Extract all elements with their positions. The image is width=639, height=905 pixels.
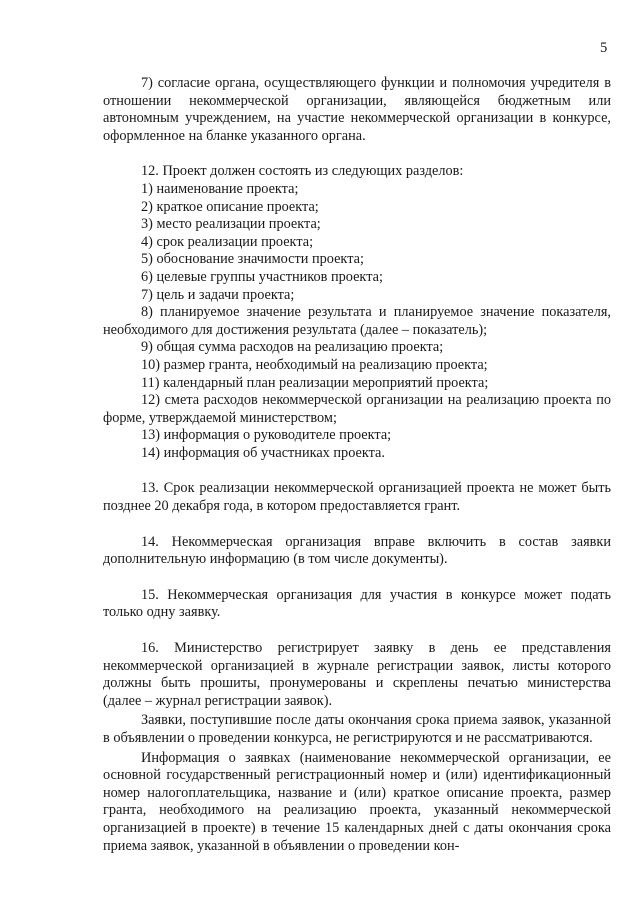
list-item: 2) краткое описание проекта; — [141, 198, 319, 215]
list-item: 14) информация об участниках проекта. — [141, 444, 385, 461]
paragraph-15: 15. Некоммерческая организация для участия в конкурсе может подать только одну заявку. — [103, 586, 611, 621]
list-item: 13) информация о руководителе проекта; — [141, 427, 392, 444]
list-item: 8) планируемое значение результата и планируемое значение показателя, необходимого для достижения результата (далее – показатель); — [103, 304, 611, 338]
paragraph-16: 16. Министерство регистрирует заявку в день ее представления некоммерческой организацией в журнале регистрации заявок, листы которого должны быть прошиты, пронумерованы и скреплены печатью министерства (далее – журнал регистрации заявок). — [103, 640, 611, 709]
project-sections-list — [103, 181, 611, 463]
list-item: 12) смета расходов некоммерческой организации на реализацию проекта по форме, утверждаемой министерством; — [103, 392, 611, 426]
list-item: 10) размер гранта, необходимый на реализацию проекта; — [141, 356, 488, 373]
paragraph-7: 7) согласие органа, осуществляющего функции и полномочия учредителя в отношении некоммерческой организации, являющейся бюджетным или автономным учреждением, на участие некоммерческой организации в конкурсе, оформленное на бланке указанного органа. — [103, 75, 611, 144]
list-item: 7) цель и задачи проекта; — [141, 286, 295, 303]
paragraph-12-intro: 12. Проект должен состоять из следующих разделов: — [141, 163, 464, 180]
list-item: 9) общая сумма расходов на реализацию проекта; — [141, 339, 444, 356]
paragraph-16-late-applications: Заявки, поступившие после даты окончания срока приема заявок, указанной в объявлении о проведении конкурса, не регистрируются и не рассматриваются. — [103, 712, 611, 746]
paragraph-14: 14. Некоммерческая организация вправе включить в состав заявки дополнительную информацию (в том числе документы). — [103, 533, 611, 568]
list-item: 4) срок реализации проекта; — [141, 233, 314, 250]
paragraph-16-application-info: Информация о заявках (наименование некоммерческой организации, ее основной государственный регистрационный номер и (или) идентификационный номер налогоплательщика, название и (или) краткое описание проекта, размер гранта, необходимого на реализацию проекта, указанный некоммерческой организацией в проекте) в течение 15 календарных дней с даты окончания срока приема заявок, указанной в объявлении о проведении кон- — [103, 749, 611, 854]
document-body — [103, 75, 611, 855]
list-item: 6) целевые группы участников проекта; — [141, 268, 383, 285]
list-item: 11) календарный план реализации мероприятий проекта; — [141, 374, 489, 391]
list-item: 1) наименование проекта; — [141, 180, 299, 197]
list-item: 5) обоснование значимости проекта; — [141, 251, 364, 268]
list-item: 3) место реализации проекта; — [141, 216, 321, 233]
page-number: 5 — [600, 40, 608, 56]
paragraph-13: 13. Срок реализации некоммерческой организацией проекта не может быть позднее 20 декабря года, в котором предоставляется грант. — [103, 480, 611, 515]
